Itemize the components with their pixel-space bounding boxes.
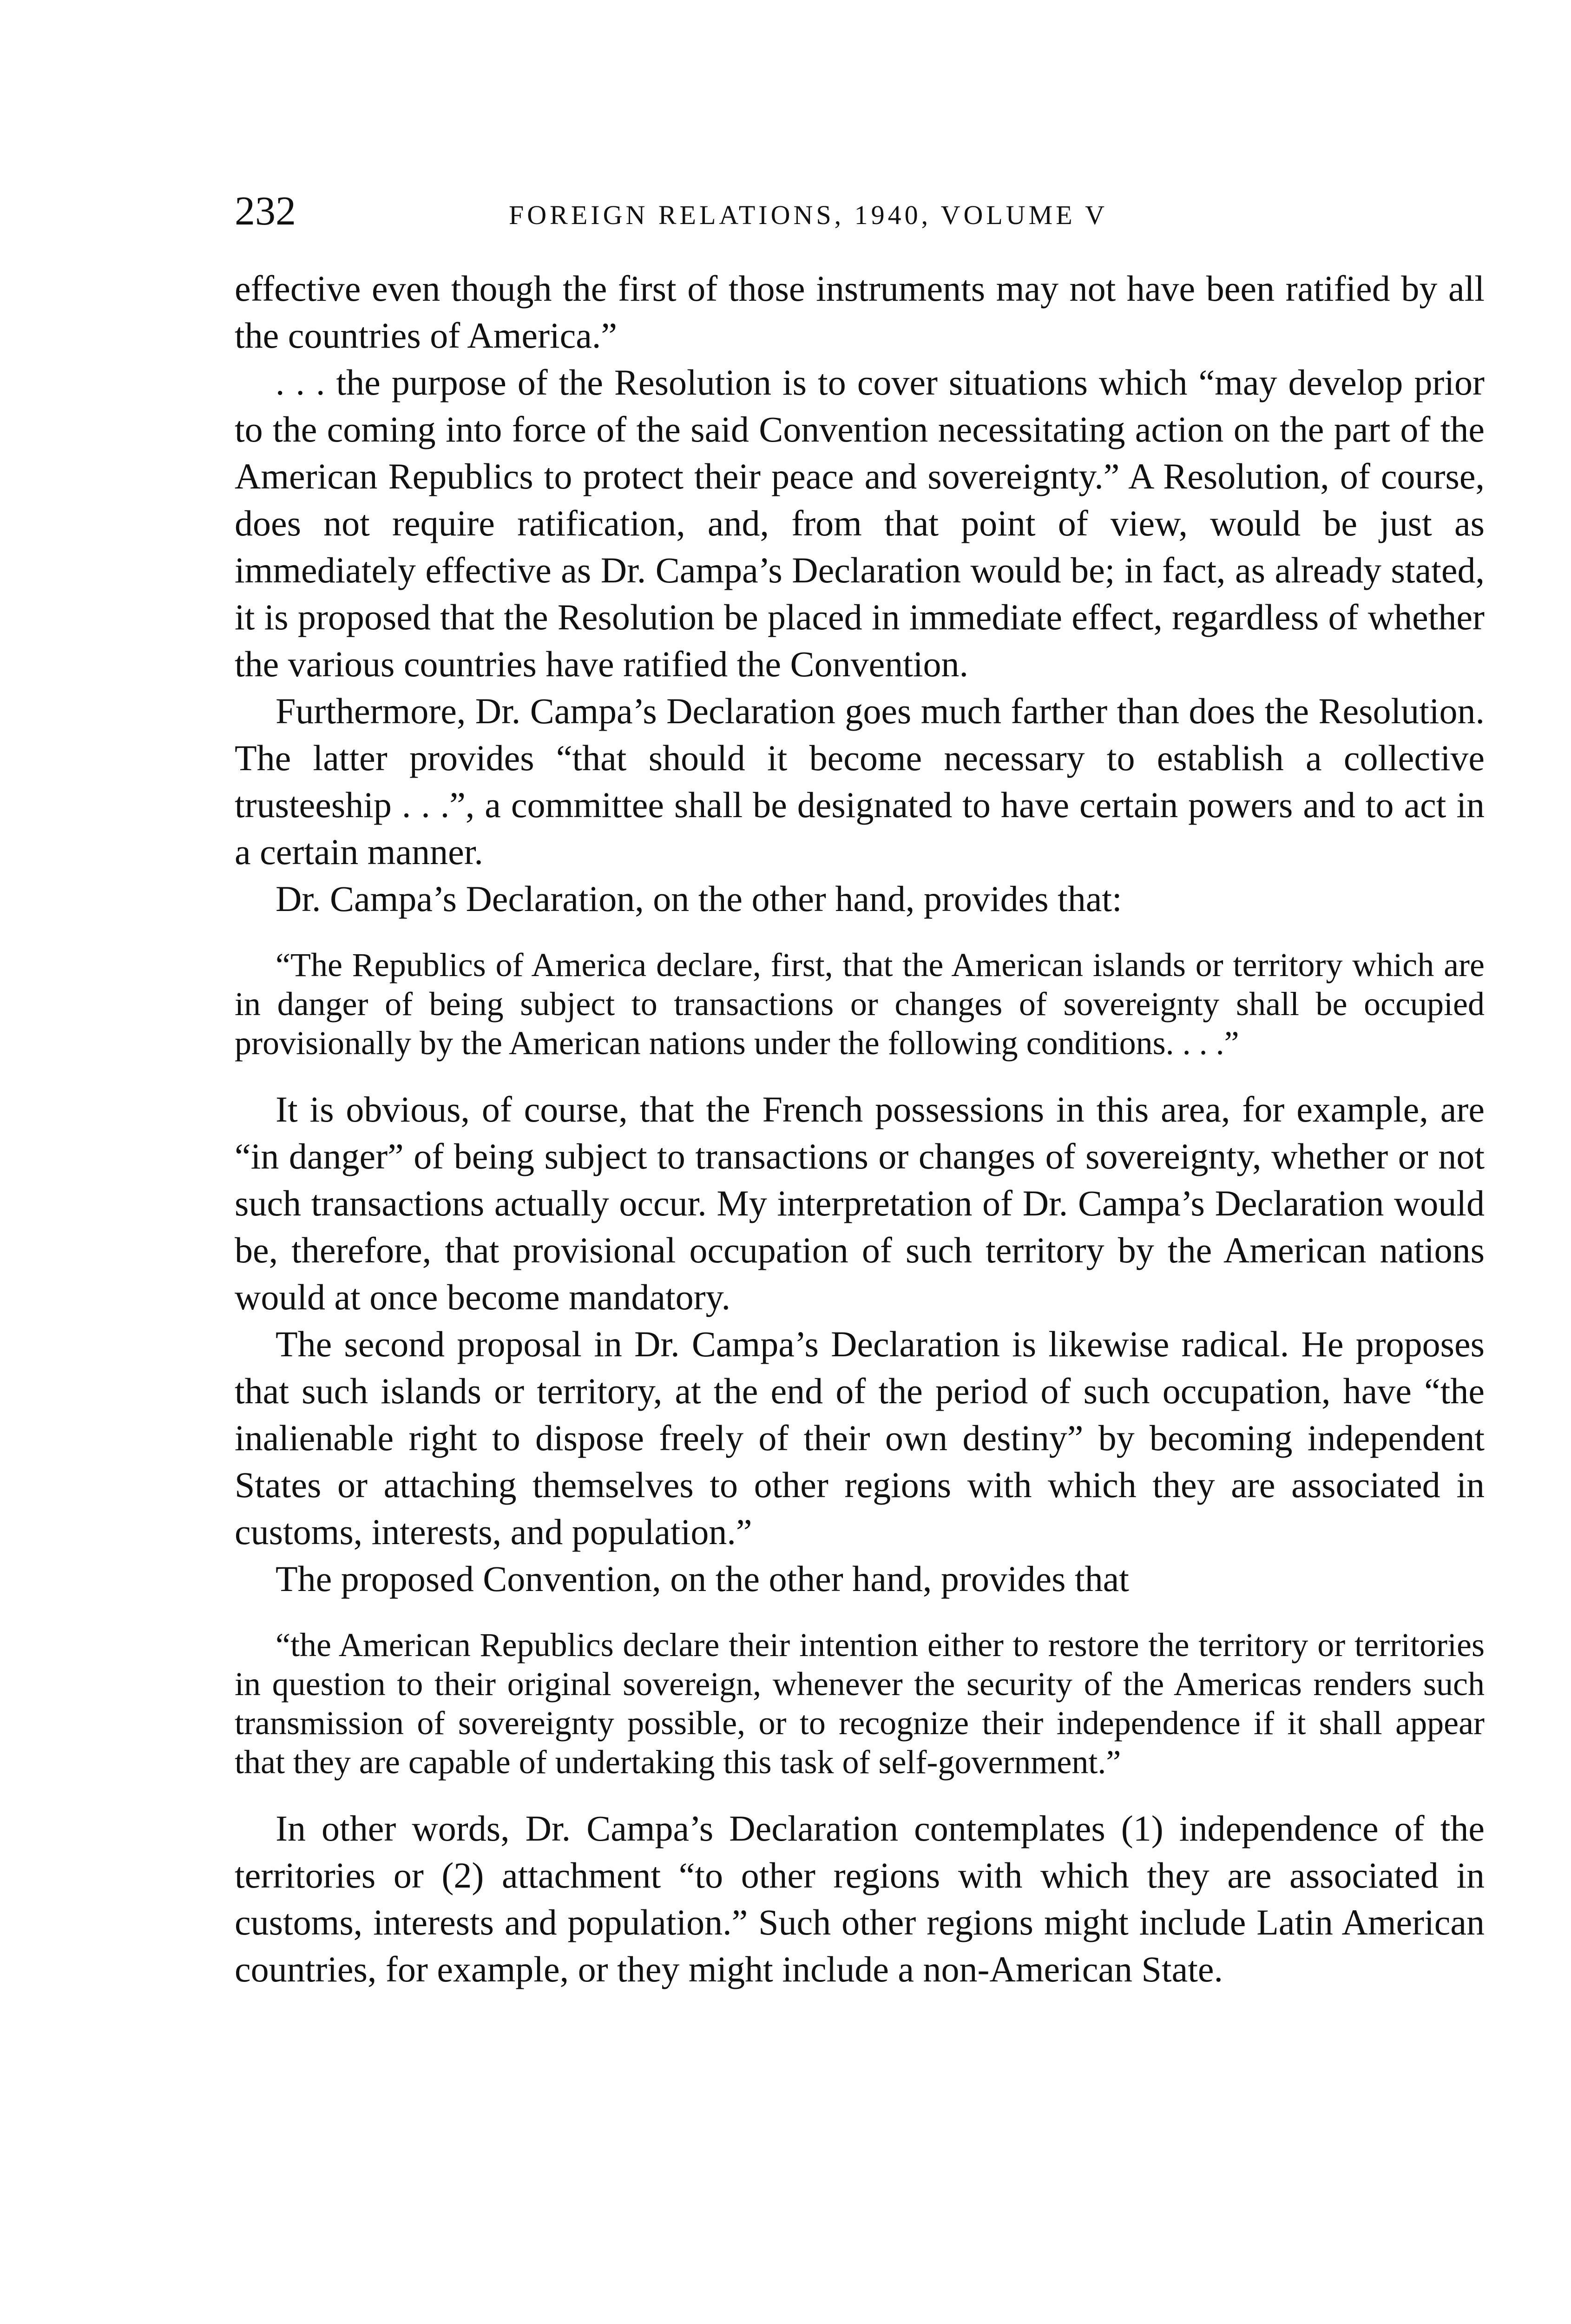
paragraph: Dr. Campa’s Declaration, on the other hand, provides that:	[276, 878, 1122, 919]
block-quote: “The Republics of America declare, first, that the American islands or territory which are in danger of being subject to transactions or changes of sovereignty shall be occupied provisionally by the American nations under the following conditions. . . .”	[235, 946, 1485, 1062]
paragraph: In other words, Dr. Campa’s Declaration contemplates (1) independence of the territories or (2) attachment “to other regions with which they are associated in customs, interests and population.” Such other regions might include Latin American countries, for example, or they might include a non-American State.	[235, 1808, 1485, 1989]
paragraph: . . . the purpose of the Resolution is to cover situations which “may develop prior to the coming into force of the said Convention necessitating action on the part of the American Republics to protect their peace and sovereignty.” A Resolution, of course, does not require ratification, and, from that point of view, would be just as immediately effective as Dr. Campa’s Declaration would be; in fact, as already stated, it is proposed that the Resolution be placed in immediate effect, regardless of whether the various countries have ratified the Convention.	[235, 362, 1485, 684]
paragraph: Furthermore, Dr. Campa’s Declaration goes much farther than does the Resolution. The latter provides “that should it become necessary to establish a collective trusteeship . . .”, a committee shall be designated to have certain powers and to act in a certain manner.	[235, 691, 1485, 872]
block-quote: “the American Republics declare their intention either to restore the territory or territories in question to their original sovereign, whenever the security of the Americas renders such transmission of sovereignty possible, or to recognize their independence if it shall appear that they are capable of undertaking this task of self-government.”	[235, 1626, 1485, 1781]
running-head: FOREIGN RELATIONS, 1940, VOLUME V	[509, 200, 1108, 230]
body-text	[235, 265, 1485, 1993]
paragraph: The proposed Convention, on the other hand, provides that	[276, 1558, 1129, 1599]
page-number: 232	[235, 189, 296, 234]
paragraph: It is obvious, of course, that the French possessions in this area, for example, are “in danger” of being subject to transactions or changes of sovereignty, whether or not such transactions actually occur. My interpretation of Dr. Campa’s Declaration would be, therefore, that provisional occupation of such territory by the American nations would at once become mandatory.	[235, 1089, 1485, 1317]
paragraph: The second proposal in Dr. Campa’s Declaration is likewise radical. He proposes that such islands or territory, at the end of the period of such occupation, have “the inalienable right to dispose freely of their own destiny” by becoming independent States or attaching themselves to other regions with which they are associated in customs, interests, and population.”	[235, 1324, 1485, 1552]
paragraph-continuation: effective even though the first of those instruments may not have been ratified by all the countries of America.”	[235, 268, 1485, 356]
page-header	[235, 184, 1303, 239]
